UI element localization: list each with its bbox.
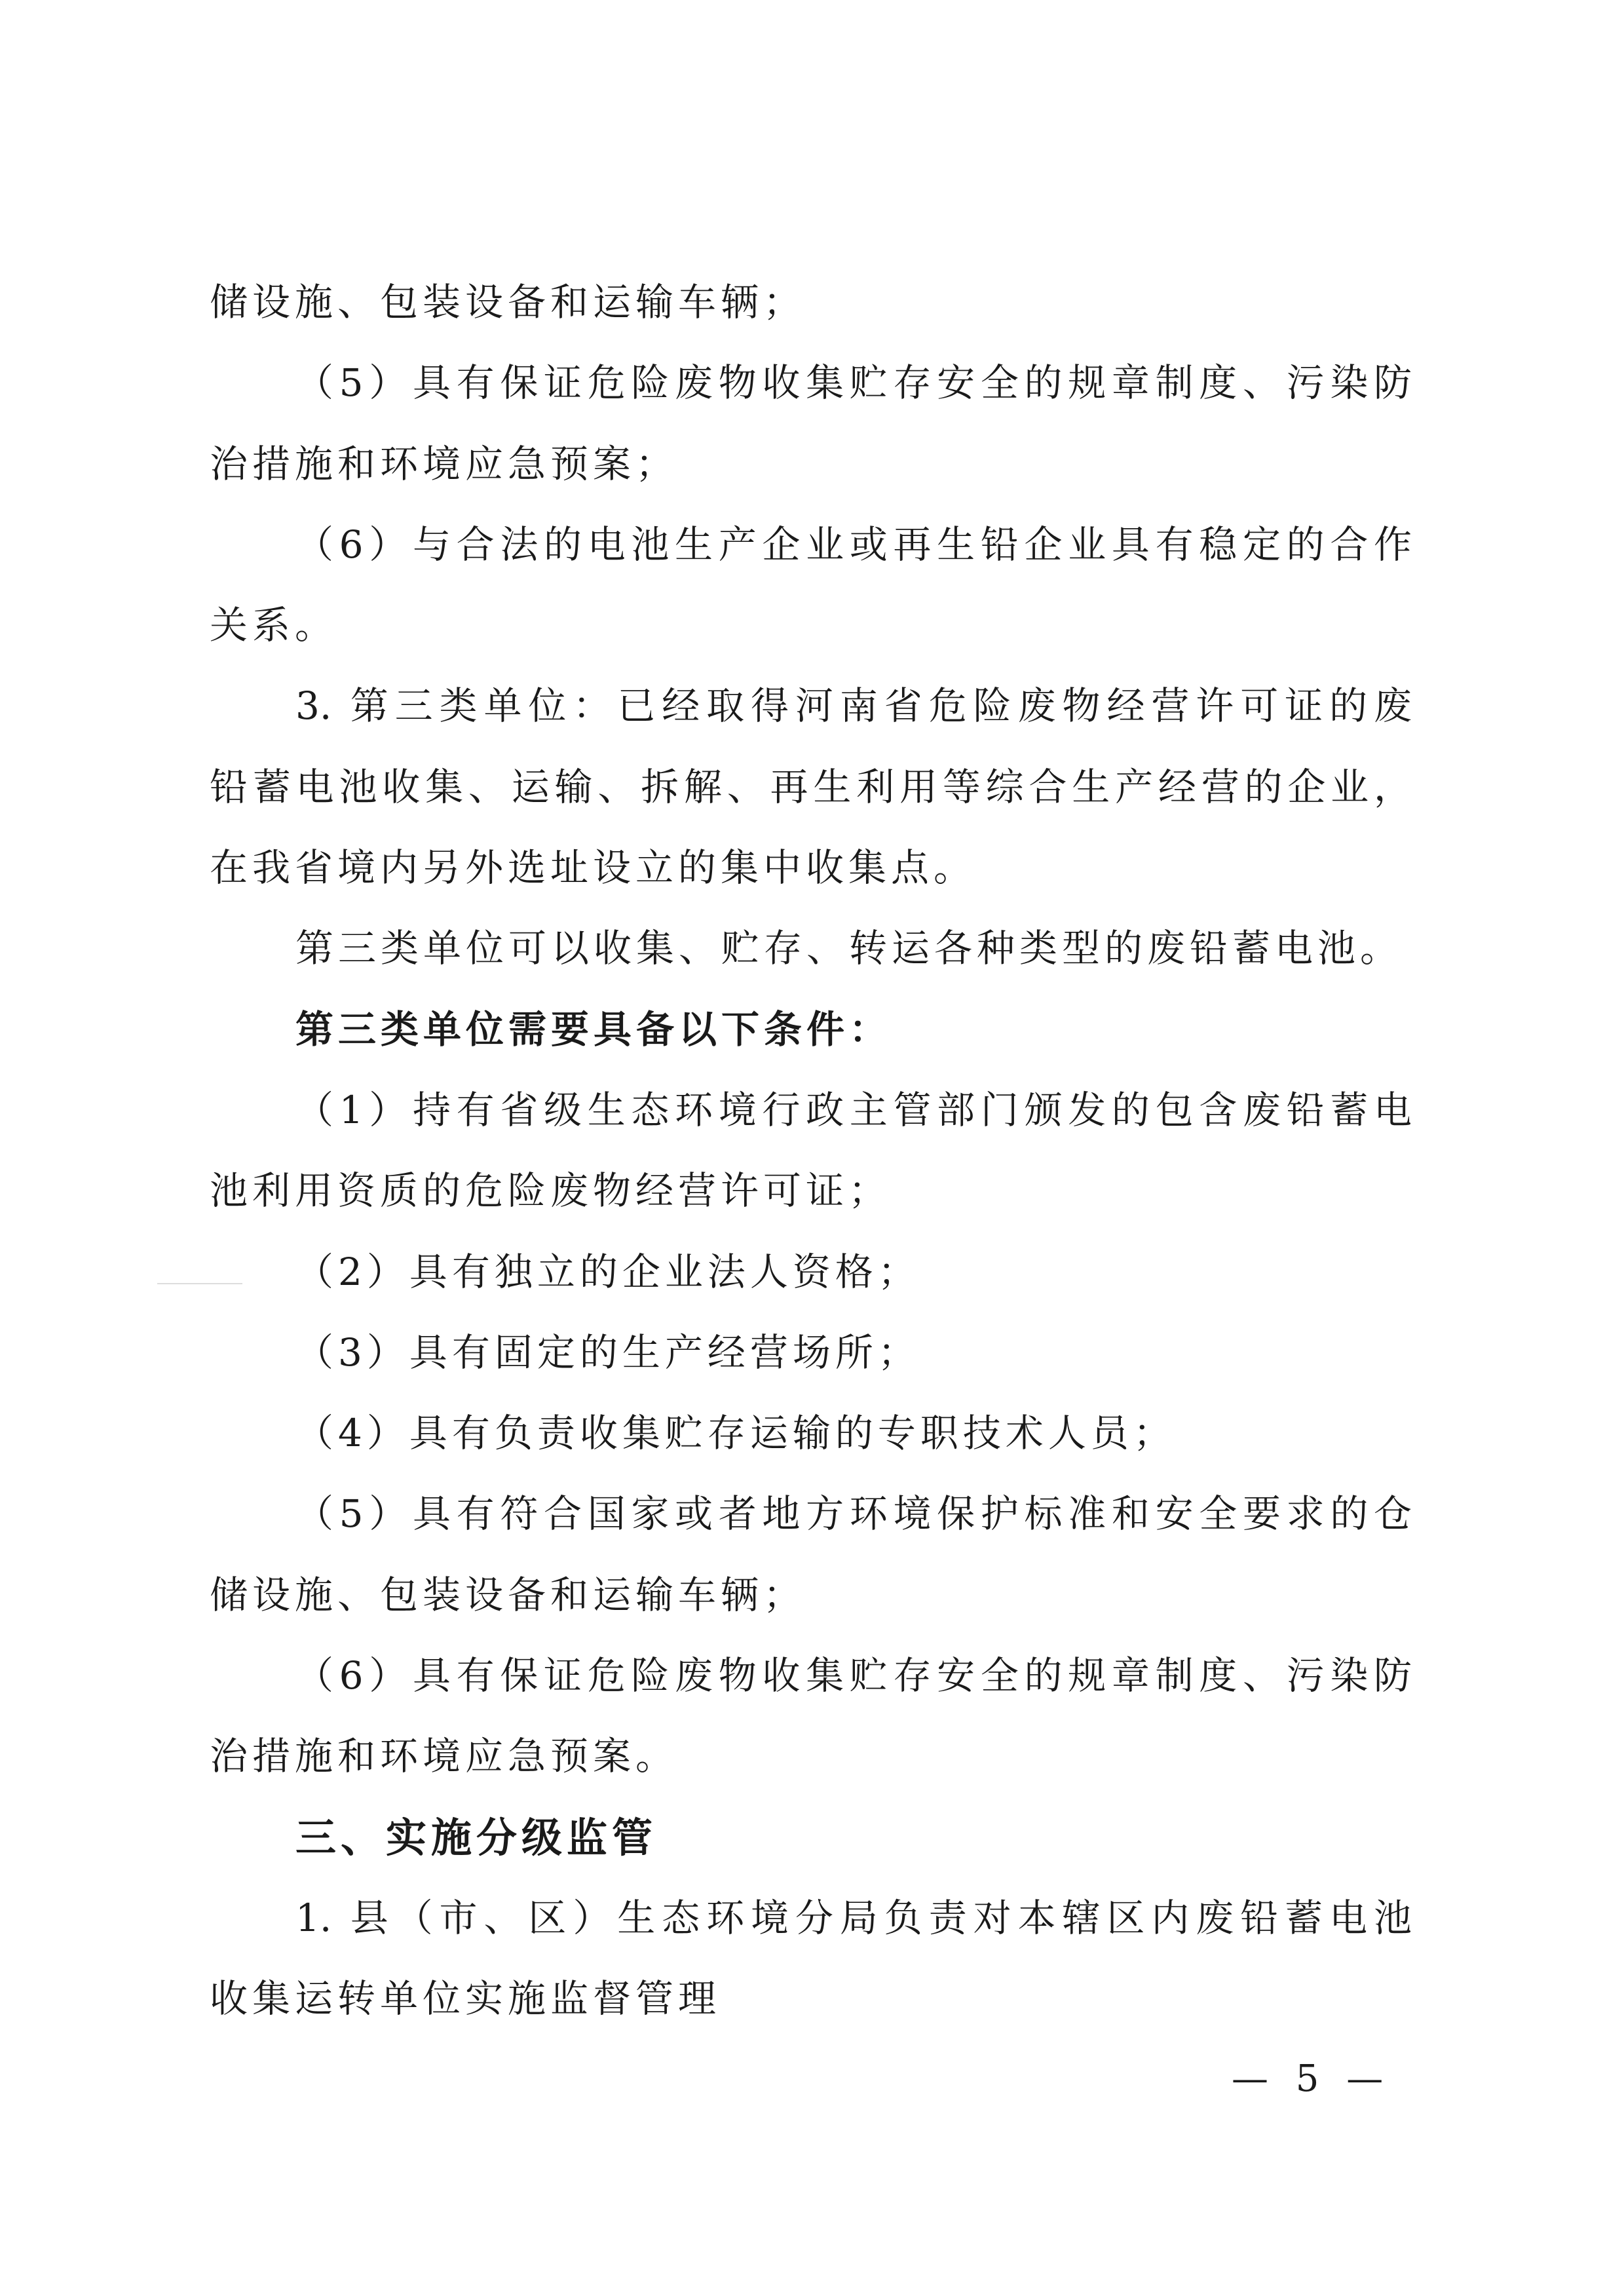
bold-subheading: 第三类单位需要具备以下条件：	[295, 1006, 892, 1052]
text-line: 1. 县（市、区）生态环境分局负责对本辖区内废铅蓄电池	[295, 1895, 1412, 1940]
text-line: （4）具有负责收集贮存运输的专职技术人员；	[295, 1411, 1176, 1456]
text-line: （2）具有独立的企业法人资格；	[295, 1249, 920, 1294]
text-line: （3）具有固定的生产经营场所；	[295, 1330, 920, 1375]
scan-mark	[157, 1283, 242, 1284]
text-line: 储设施、包装设备和运输车辆；	[210, 280, 806, 324]
text-line: 铅蓄电池收集、运输、拆解、再生利用等综合生产经营的企业，	[210, 764, 1412, 809]
text-line: 关系。	[210, 603, 338, 648]
section-heading: 三、实施分级监管	[295, 1813, 658, 1862]
document-body	[210, 262, 1412, 2040]
text-line: 3. 第三类单位：已经取得河南省危险废物经营许可证的废	[295, 683, 1412, 729]
page-number: — 5 —	[1232, 2057, 1391, 2100]
text-line: 治措施和环境应急预案。	[210, 1734, 679, 1779]
text-line: （6）与合法的电池生产企业或再生铅企业具有稳定的合作	[295, 522, 1412, 567]
text-line: （5）具有保证危险废物收集贮存安全的规章制度、污染防	[295, 360, 1412, 406]
text-line: 在我省境内另外选址设立的集中收集点。	[210, 845, 977, 890]
text-line: （6）具有保证危险废物收集贮存安全的规章制度、污染防	[295, 1653, 1412, 1698]
text-line: （1）持有省级生态环境行政主管部门颁发的包含废铅蓄电	[295, 1087, 1412, 1132]
text-line: （5）具有符合国家或者地方环境保护标准和安全要求的仓	[295, 1491, 1412, 1537]
text-line: 治措施和环境应急预案；	[210, 441, 679, 486]
text-line: 储设施、包装设备和运输车辆；	[210, 1572, 806, 1617]
text-line: 收集运转单位实施监督管理	[210, 1976, 721, 2021]
text-line: 池利用资质的危险废物经营许可证；	[210, 1168, 892, 1214]
text-line: 第三类单位可以收集、贮存、转运各种类型的废铅蓄电池。	[295, 926, 1403, 971]
